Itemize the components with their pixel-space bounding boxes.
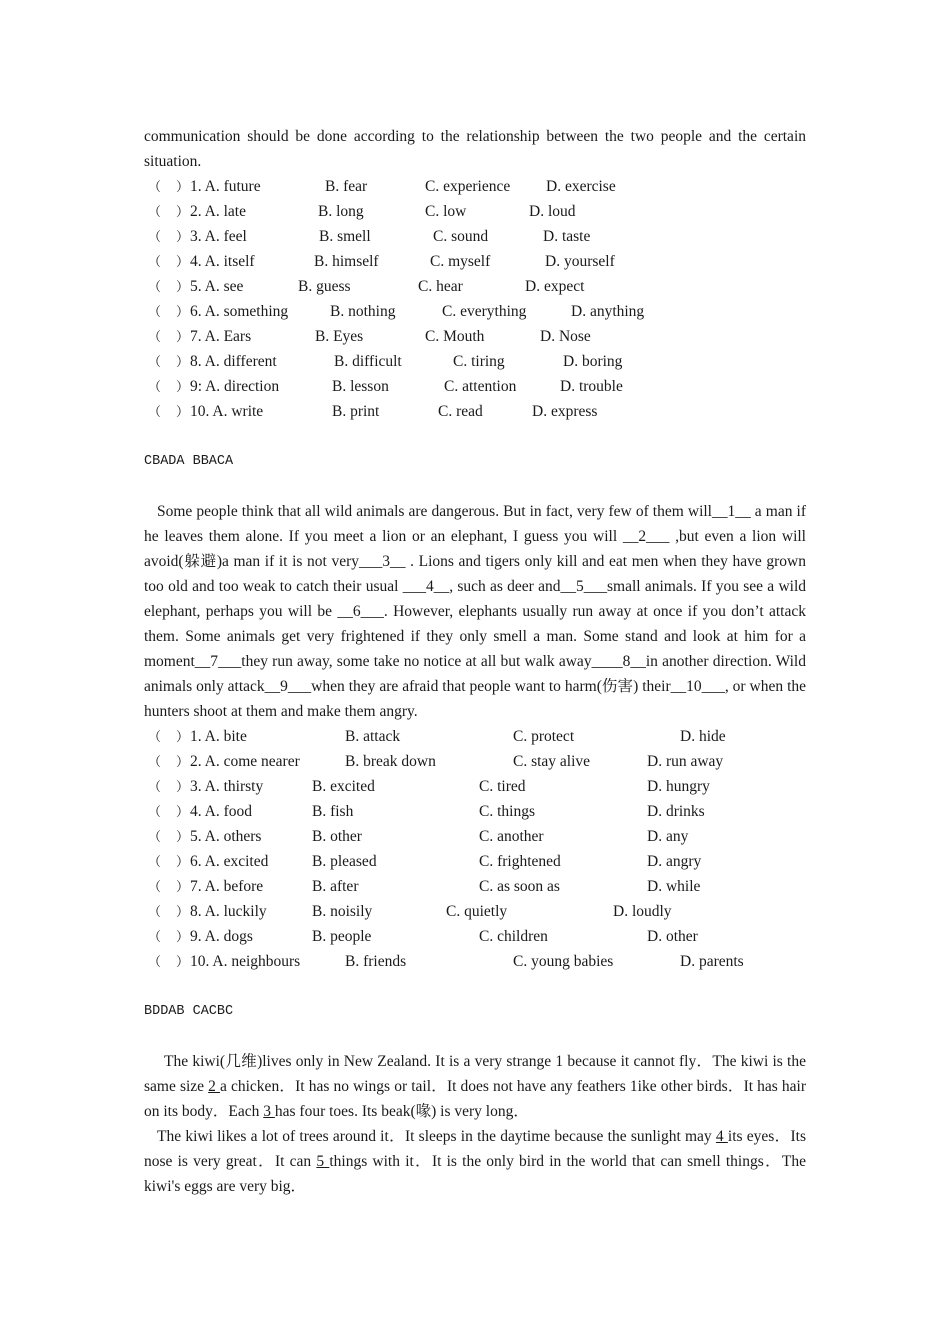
blank-3: 3 bbox=[263, 1103, 275, 1120]
question-row: （ ） 1. A. future B. fear C. experience D. exercise bbox=[148, 178, 616, 195]
question-row: （ ） 4. A. itself B. himself C. myself D. yourself bbox=[148, 253, 615, 270]
question-row: （ ） 8. A. luckily B. noisily C. quietly D. loudly bbox=[148, 903, 672, 920]
question-row: （ ） 8. A. different B. difficult C. tiring D. boring bbox=[148, 353, 623, 370]
question-row: （ ） 3. A. thirsty B. excited C. tired D. hungry bbox=[148, 778, 710, 795]
blank-5: 5 bbox=[316, 1153, 330, 1170]
blank-4: 4 bbox=[715, 1128, 728, 1145]
question-row: （ ） 6. A. something B. nothing C. everything D. anything bbox=[148, 303, 645, 320]
passage3-paragraph-2: The kiwi likes a lot of trees around it．It sleeps in the daytime because the sunlight may 4 its eyes．Its nose is very great．It can 5 things with it．It is the only bird in the world that can smell things．The kiwi's eggs are very big． bbox=[144, 1128, 807, 1195]
passage2: Some people think that all wild animals are dangerous. But in fact, very few of them will__1__ a man if he leaves them alone. If you meet a lion or an elephant, I guess you will __2___ ,but even a lion will avoid(躲避)a man if it is not very___3__ . Lions and tigers only kill and eat men when they have grown too old and too weak to catch their usual ___4__, such as deer and__5___small animals. If you see a wild elephant, perhaps you will be __6___. However, elephants usually run away at once if you don’t attack them. Some animals get very frightened if they only smell a man. Some stand and look at him for a moment__7___they run away, some take no notice at all but walk away____8__in another direction. Wild animals only attack__9___when they are afraid that people want to harm(伤害) their__10___, or when the hunters shoot at them and make them angry. bbox=[144, 503, 806, 720]
passage1-tail: communication should be done according to the relationship between the two people and the certain situation. bbox=[144, 128, 806, 170]
document-page bbox=[144, 124, 806, 1199]
question-row: （ ） 3. A. feel B. smell C. sound D. taste bbox=[148, 228, 591, 245]
question-row: （ ） 2. A. late B. long C. low D. loud bbox=[148, 203, 576, 220]
question-row: （ ） 5. A. others B. other C. another D. any bbox=[148, 828, 689, 845]
question-row: （ ） 9. A. dogs B. people C. children D. other bbox=[148, 928, 698, 945]
question-row: （ ） 6. A. excited B. pleased C. frightened D. angry bbox=[148, 853, 702, 870]
question-row: （ ） 4. A. food B. fish C. things D. drinks bbox=[148, 803, 705, 820]
question-row: （ ） 1. A. bite B. attack C. protect D. hide bbox=[148, 728, 726, 745]
answer-key-2: BDDAB CACBC bbox=[144, 1004, 234, 1019]
question-row: （ ） 7. A. before B. after C. as soon as D. while bbox=[148, 878, 701, 895]
question-row: （ ） 2. A. come nearer B. break down C. stay alive D. run away bbox=[148, 753, 724, 770]
question-row: （ ） 5. A. see B. guess C. hear D. expect bbox=[148, 278, 585, 295]
answer-key-1: CBADA BBACA bbox=[144, 454, 234, 469]
question-row: （ ） 10. A. neighbours B. friends C. young babies D. parents bbox=[148, 953, 744, 970]
question-row: （ ） 10. A. write B. print C. read D. express bbox=[148, 403, 598, 420]
question-set-1 bbox=[144, 174, 806, 424]
passage3-paragraph-1: The kiwi(几维)lives only in New Zealand. It is a very strange 1 because it cannot fly．The kiwi is the same size 2 a chicken．It has no wings or tail．It does not have any feathers 1ike other birds．It has hair on its body．Each 3 has four toes. Its beak(喙) is very long． bbox=[144, 1053, 807, 1120]
question-row: （ ） 9: A. direction B. lesson C. attention D. trouble bbox=[148, 378, 623, 395]
blank-2: 2 bbox=[208, 1078, 221, 1095]
question-row: （ ） 7. A. Ears B. Eyes C. Mouth D. Nose bbox=[148, 328, 591, 345]
question-set-2 bbox=[144, 724, 806, 974]
